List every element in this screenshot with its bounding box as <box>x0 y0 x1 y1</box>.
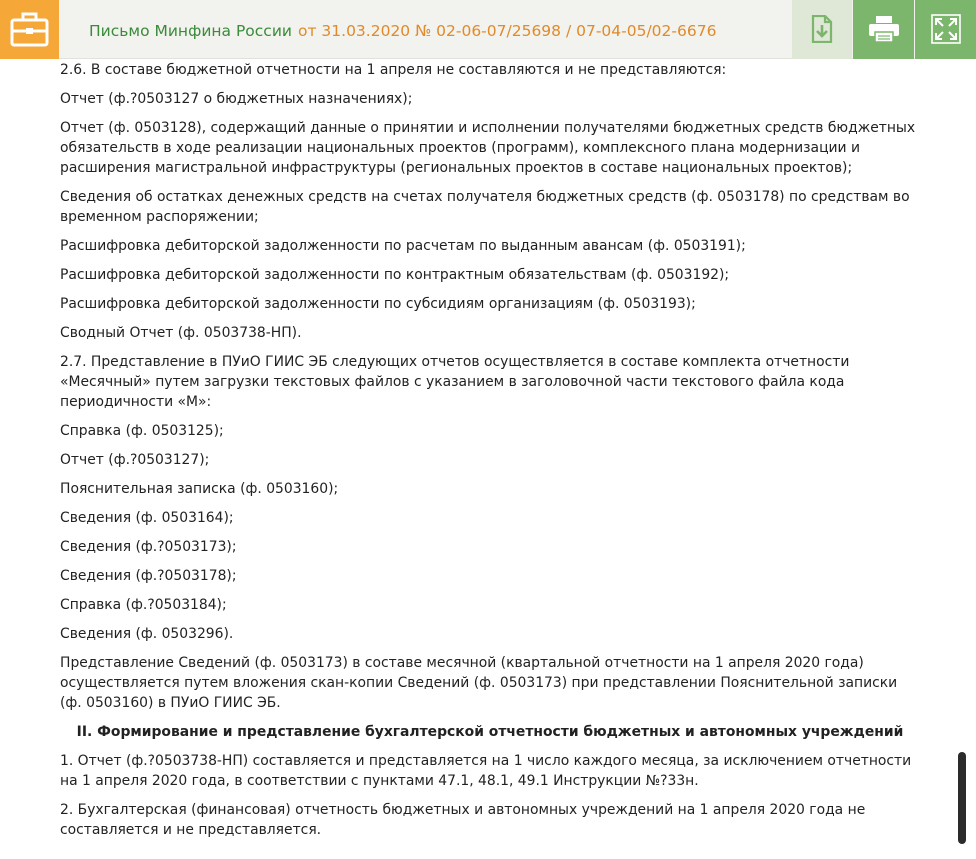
paragraph: Сведения (ф.?0503173); <box>60 539 237 555</box>
paragraph: Справка (ф.?0503184); <box>60 597 227 613</box>
logo[interactable] <box>0 0 59 59</box>
paragraph: Сведения (ф. 0503164); <box>60 510 234 526</box>
document-name[interactable]: Письмо Минфина России <box>89 22 292 40</box>
paragraph: 2. Бухгалтерская (финансовая) отчетность бюджетных и автономных учреждений на 1 апреля 2020 года не составляется и не представляется. <box>60 802 866 838</box>
paragraph: Сведения (ф.?0503178); <box>60 568 237 584</box>
document-title <box>89 21 716 41</box>
paragraph: Отчет (ф.?0503127 о бюджетных назначениях); <box>60 91 413 107</box>
paragraph: Отчет (ф.?0503127); <box>60 452 210 468</box>
section-heading: II. Формирование и представление бухгалтерской отчетности бюджетных и автономных учреждений <box>76 724 904 740</box>
paragraph: Расшифровка дебиторской задолженности по контрактным обязательствам (ф. 0503192); <box>60 267 730 283</box>
download-document-icon <box>811 15 833 43</box>
fullscreen-icon <box>931 14 961 44</box>
paragraph: 2.6. В составе бюджетной отчетности на 1 апреля не составляются и не представляются: <box>60 62 727 78</box>
document-header <box>0 0 976 59</box>
document-body <box>60 60 920 849</box>
briefcase-icon <box>10 12 49 47</box>
paragraph: Сведения (ф. 0503296). <box>60 626 234 642</box>
scrollbar-thumb[interactable] <box>958 752 966 844</box>
paragraph: Расшифровка дебиторской задолженности по расчетам по выданным авансам (ф. 0503191); <box>60 238 746 254</box>
paragraph: Сведения об остатках денежных средств на счетах получателя бюджетных средств (ф. 0503178) по средствам во временном распоряжении; <box>60 189 910 225</box>
printer-icon <box>868 15 900 43</box>
print-button[interactable] <box>853 0 914 59</box>
paragraph: 1. Отчет (ф.?0503738-НП) составляется и представляется на 1 число каждого месяца, за исключением отчетности на 1 апреля 2020 года, в соответствии с пунктами 47.1, 48.1, 49.1 Инструкции №?33н. <box>60 753 912 789</box>
paragraph: Отчет (ф. 0503128), содержащий данные о принятии и исполнении получателями бюджетных средств бюджетных обязательств в ходе реализации национальных проектов (программ), комплексного плана модернизации и расширения магистральной инфраструктуры (региональных проектов в составе национальных проектов); <box>60 120 916 176</box>
paragraph: Справка (ф. 0503125); <box>60 423 224 439</box>
paragraph: Представление Сведений (ф. 0503173) в составе месячной (квартальной отчетности на 1 апреля 2020 года) осуществляется путем вложения скан-копии Сведений (ф. 0503173) при представлении Пояснительной записки (ф. 0503160) в ПУиО ГИИС ЭБ. <box>60 655 898 711</box>
download-button[interactable] <box>792 0 852 59</box>
paragraph: 2.7. Представление в ПУиО ГИИС ЭБ следующих отчетов осуществляется в составе комплекта отчетности «Месячный» путем загрузки текстовых файлов с указанием в заголовочной части текстового файла кода периодичности «М»: <box>60 354 850 410</box>
paragraph: Пояснительная записка (ф. 0503160); <box>60 481 339 497</box>
paragraph: Расшифровка дебиторской задолженности по субсидиям организациям (ф. 0503193); <box>60 296 696 312</box>
paragraph: Сводный Отчет (ф. 0503738-НП). <box>60 325 302 341</box>
fullscreen-button[interactable] <box>915 0 976 59</box>
document-reference: от 31.03.2020 № 02-06-07/25698 / 07-04-05/02-6676 <box>297 22 717 40</box>
